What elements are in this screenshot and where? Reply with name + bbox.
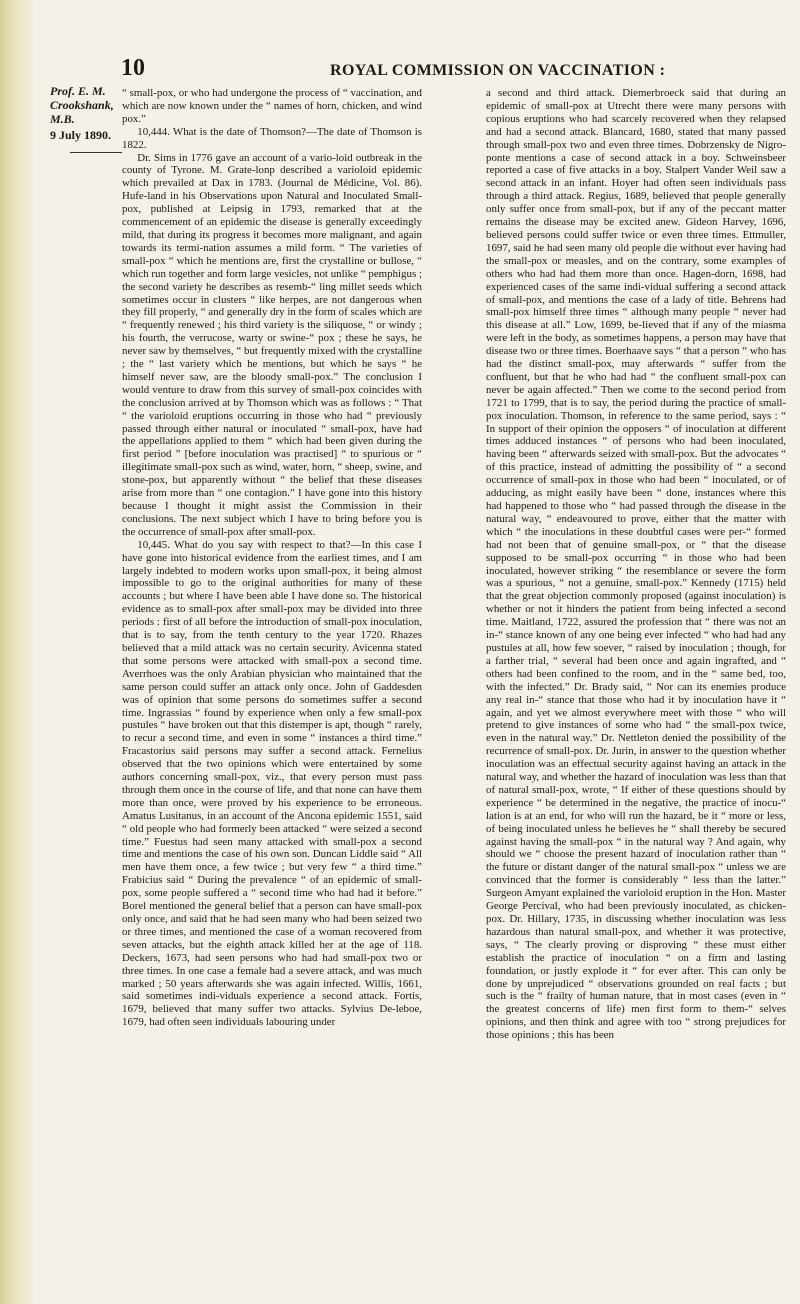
paragraph: a second and third attack. Diemerbroeck said that during an epidemic of small-pox at Utrecht there were many persons with copious eruptions who had scarcely recovered when they relapsed and had a second attack. Blancard, 1680, stated that many passed through small-pox two and even three times. Dobrzensky de Nigro-ponte mentions a case of second attack in a boy. Schweinsbeer reported a case of five attacks in a boy. Stalpert Vander Weil saw a second attack in an infant. Hoyer had often seen individuals pass through a third attack. Regius, 1689, believed that people generally only suffer once from small-pox, but if any of the peccant matter remains the disease may be excited anew. Gideon Harvey, 1696, believed persons could suffer twice or even three times. Ettmuller, 1697, said he had seen many old people die without ever having had the small-pox or measles, and on the contrary, some examples of others who had had them more than once. Hagen-dorn, 1698, had experienced cases of the same indi-vidual suffering a second attack of small-pox, and mentions the case of a lady of title. Behrens had small-pox himself three times “ although many people “ never had this disease at all.” Low, 1699, be-lieved that if any of the miasma were left in the body, as sometimes happens, a person may have that disease two or three times. Boerhaave says “ that a person “ who has had the distinct small-pox, may afterwards “ suffer from the confluent, but that he who had had “ the confluent small-pox can never be again affected.” Then we come to the second period from 1721 to 1799, that is to say, the period during the practice of small-pox inoculation. Thomson, in reference to the same period, says : “ In support of their opinion the opposers “ of inoculation at different times adduced instances “ of persons who had been inoculated, having been “ afterwards seized with small-pox. But the advocates “ of this practice, instead of admitting the possibility of “ a second occurrence of small-pox in those who had been “ inoculated, or of adducing, as might easily have been “ done, instances where this had happened to those who “ had passed through the disease in the natural way, “ endeavoured to prove, either that the matter with which “ the inoculations in these doubtful cases were per-“ formed had not been that of genuine small-pox, or “ that the disease supposed to be small-pox occurring “ in those who had been inoculated, however striking “ the resemblance or severe the form was a spurious, “ not a genuine, small-pox.” Kennedy (1715) held that the great objection commonly proposed (against inoculation) is whether or not it hinders the patient from being infected a second time. Maitland, 1722, assured the profession that “ there was not an in-“ stance known of any one being ever infected “ who had had any pustules at all, how few soever, “ raised by inoculation ; though, for a farther trial, “ several had been once and again ingrafted, and “ others had been confined to the room, and in the “ same bed, too, with the infected.” Dr. Brady said, “ Nor can its enemies produce any real in-“ stance that those who had it by inoculation have it “ again, and yet we almost everywhere meet with those “ who will pretend to give instances of some who had “ the small-pox twice, even in the natural way.” Dr. Nettleton denied the possibility of the recurrence of small-pox. Dr. Jurin, in answer to the question whether inoculation was an effectual security against having an attack in the natural way, and whether the hazard of inoculation was less than that of natural small-pox, wrote, “ If either of these questions should by experience “ be determined in the negative, the practice of inocu-“ lation is at an end, for who will run the hazard, be it “ more or less, of being inoculated unless he believes he “ shall thereby be secured against having the small-pox “ in the natural way ? And again, why should we “ choose the present hazard of inoculation rather than “ the future or distant danger of the natural small-pox “ unless we are convinced that the former is considerably “ less than the latter.” Surgeon Amyant explained the varioloid eruption in the Hon. Master George Percival, who had been previously inoculated, as chicken-pox. Dr. Hillary, 1735, in discussing whether inoculation was less hazardous than natural small-pox, and whether it was protective, says, “ The clearly proving or disproving “ these must either establish the practice of inoculation “ on a firm and lasting foundation, or justly explode it “ for ever after. This can only be done by unprejudiced “ observations grounded on real facts ; but such is the “ frailty of human nature, that in most cases (even in “ the greatest concerns of life) men first form to them-“ selves opinions, and then think and agree with too “ strong prejudices for those opinions ; this has been — [486, 87, 786, 1042]
paragraph: “ small-pox, or who had undergone the process of “ vaccination, and which are now known under the “ names of horn, chicken, and wind pox.” — [122, 87, 422, 125]
page-number: 10 — [121, 55, 145, 81]
date-rule — [70, 152, 122, 153]
page-header — [0, 55, 800, 85]
date-margin-note: 9 July 1890. — [50, 128, 112, 142]
page-binding-shadow — [0, 0, 36, 1304]
paragraph: 10,445. What do you say with respect to that?—In this case I have gone into historical evidence from the earliest times, and I am largely indebted to modern works upon small-pox, it being almost impossible to go to the original authorities for many of these accounts ; but where I have been able I have done so. The historical evidence as to small-pox after small-pox may be divided into three periods : first of all before the introduction of small-pox inoculation, that is to say, from the tenth century to the year 1720. Rhazes believed that a mild attack was no certain security. Avicenna stated that some persons were attacked with small-pox a second time. Averrhoes was the only Arabian physician who maintained that the same person could suffer an attack only once. John of Gaddesden was of opinion that some persons do sometimes suffer a second time. Ingrassias “ found by experience when only a few small-pox pustules “ have broken out that this distemper is apt, though “ rarely, to recur a second time, and even in some “ instances a third time.” Fracastorius said persons may suffer a second attack. Fernelius observed that the two opinions which were entertained by some authors concerning small-pox, viz., that every person must pass through them once in the course of life, and that none can have them more than once, were proved by his experience to be erroneous. Amatus Lusitanus, in an account of the Ancona epidemic 1551, said “ old people who had formerly been attacked “ were seized a second time.” Fuestus had seen many attacked with small-pox a second time and mentions the case of his own son. Duncan Liddle said “ All men have them once, a few twice ; but very few “ a third time.” Frabicius said “ During the prevalence “ of an epidemic of small-pox, some people suffered a “ second time who had had it before.” Borel mentioned the general belief that a person can have small-pox only once, and said that he had seen many who had been seized two or three times, and mentioned the case of a woman recovered from seven attacks, but the eighth attack killed her at the age of 118. Deckers, 1673, had seen persons who had had small-pox two or three times. In one case a female had a severe attack, and was much marked ; 50 years afterwards she was again infected. Willis, 1661, said sometimes indi-viduals experience a second attack. Fortis, 1679, believed that many suffer two attacks. Sylvius De-leboe, 1679, had often seen individuals labouring under — [122, 538, 422, 1029]
witness-name-margin-note: Prof. E. M. Crookshank, M.B. — [50, 84, 114, 126]
right-column — [486, 87, 786, 1292]
left-column — [122, 87, 422, 1292]
running-title: ROYAL COMMISSION ON VACCINATION : — [330, 62, 666, 79]
paragraph: Dr. Sims in 1776 gave an account of a vario-loid outbreak in the county of Tyrone. M. Grate-lonp described a varioloid epidemic which prevailed at Dax in 1783. (Journal de Médicine, Vol. 86). Hufe-land in his Observations upon Natural and Inoculated Small-pox, published at Leipsig in 1793, remarked that at the commencement of an epidemic the disease is generally exceedingly mild, that during its progress it becomes more malignant, and again towards its termi-nation assumes a mild form. “ The varieties of small-pox “ which he mentions are, first the crystalline or bullose, “ which run together and form large vesicles, not unlike “ pemphigus ; the second variety he describes as resemb-“ ling millet seeds which sometimes occur in clusters “ like herpes, are not dangerous when they fill properly, “ and generally dry in the form of scales which are “ frequently renewed ; his third variety is the siliquose, “ or windy ; his fourth, the verrucose, warty or swine-“ pox ; these he says, he never saw by themselves, “ but frequently mixed with the crystalline ; the “ last variety which he mentions, but which he says “ he himself never saw, are the bloody small-pox.” The conclusion I would venture to draw from this survey of small-pox coincides with the conclusion arrived at by Thomson which was as follows : “ That “ the varioloid eruptions occurring in those who had “ previously passed through either natural or inoculated “ small-pox, have had the appellations applied to them “ which had been given during the first period ” [before inoculation was practised] “ to spurious or “ illegitimate small-pox such as wind, water, horn, “ sheep, swine, and stone-pox, but apparently without “ the belief that these diseases arise from more than “ one contagion.” I have gone into this history because I thought it might assist the Commission in their conclusions. The next subject which I have to bring before you is the occurrence of small-pox after small-pox. — [122, 151, 422, 538]
paragraph: 10,444. What is the date of Thomson?—The date of Thomson is 1822. — [122, 125, 422, 151]
